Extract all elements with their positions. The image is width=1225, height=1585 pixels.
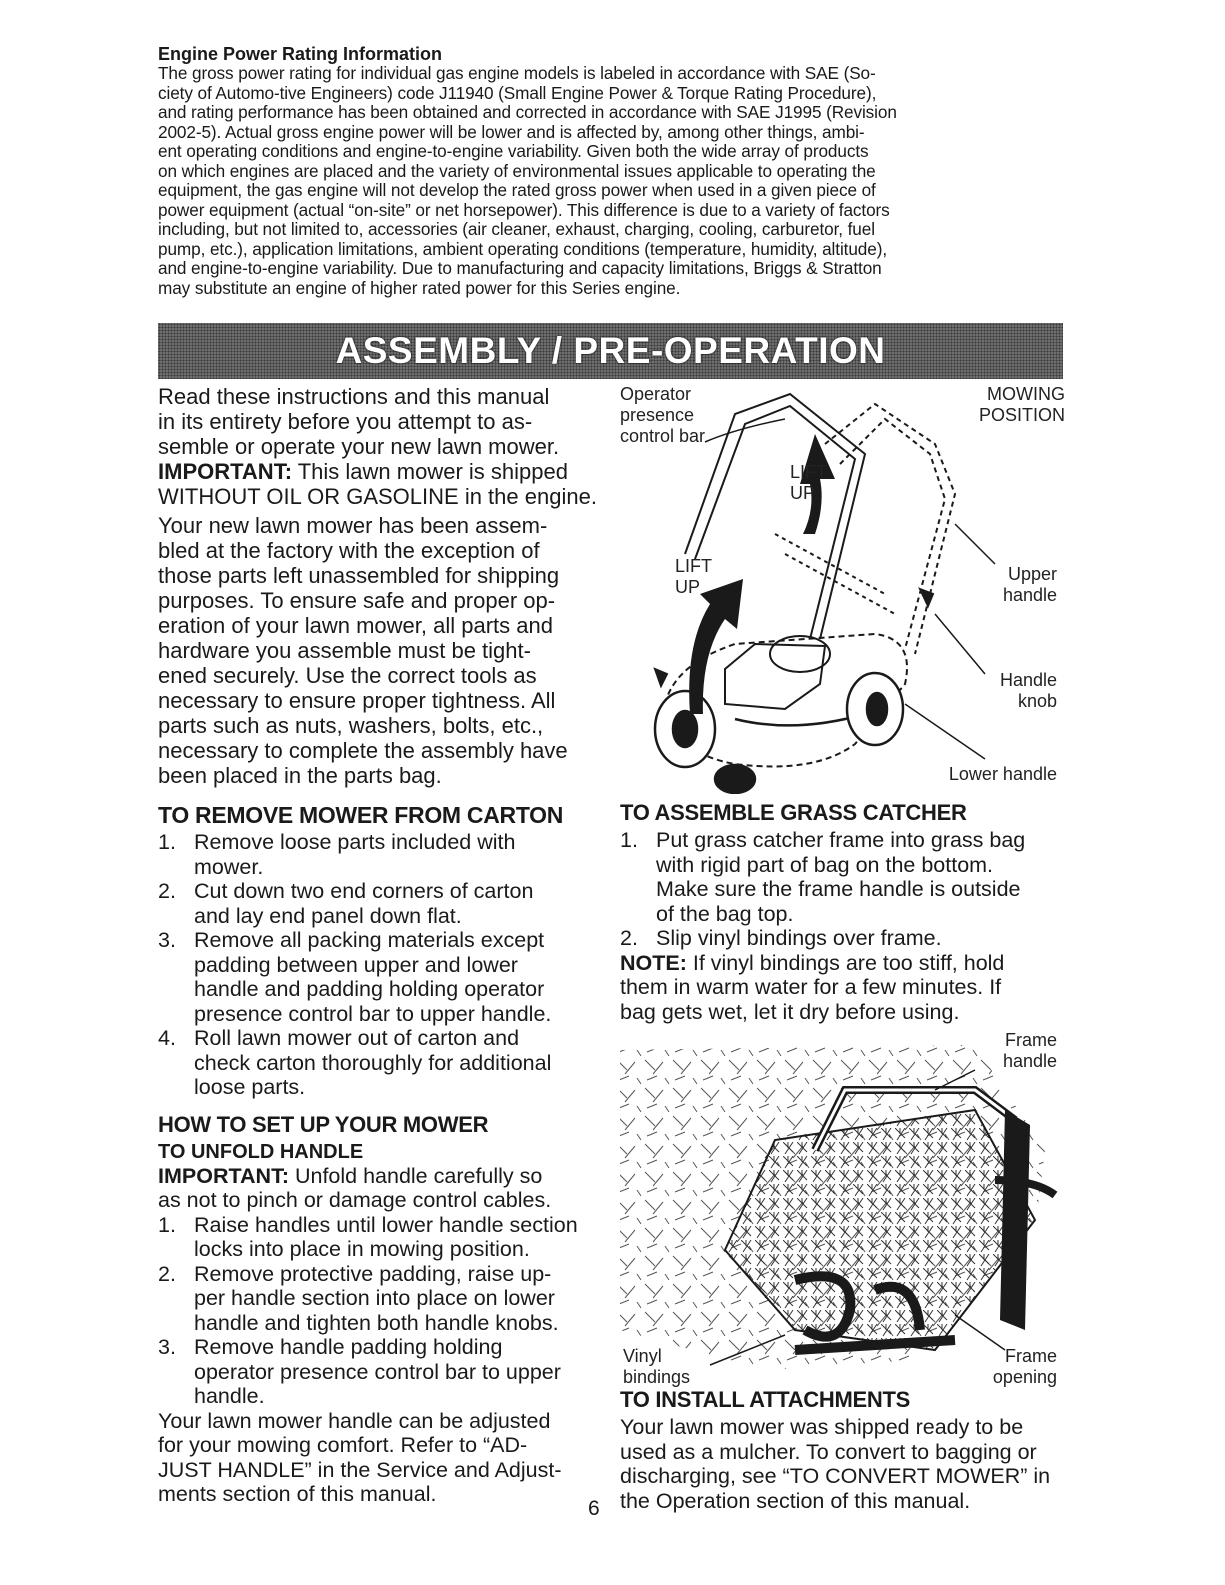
- engine-line: on which engines are placed and the variety of environmental issues applicable to operating the: [158, 160, 876, 181]
- attachments-line: Your lawn mower was shipped ready to be: [620, 1415, 1024, 1439]
- unfold-important-line: as not to pinch or damage control cables.: [158, 1188, 552, 1212]
- operator-bar-label: Operator presence control bar: [620, 384, 706, 446]
- step-item: [158, 830, 598, 879]
- engine-line: and rating performance has been obtained and corrected in accordance with SAE J1995 (Revision: [158, 102, 897, 122]
- intro-line: necessary to ensure proper tightness. All: [158, 688, 556, 713]
- lift-up-label-left: LIFT UP: [675, 556, 713, 597]
- intro-line: ened securely. Use the correct tools as: [158, 663, 537, 688]
- step-text: mower.: [194, 854, 264, 879]
- step-text: Remove protective padding, raise up-: [194, 1261, 552, 1286]
- step-item: [620, 828, 1060, 926]
- step-text: Put grass catcher frame into grass bag: [656, 828, 1026, 852]
- intro-line: in its entirety before you attempt to as-: [158, 409, 533, 434]
- step-item: [158, 928, 598, 1026]
- step-number: 1.: [158, 1212, 176, 1237]
- important-label: IMPORTANT:: [158, 1163, 289, 1188]
- intro-line: Your new lawn mower has been assem-: [158, 513, 548, 538]
- engine-power-title: Engine Power Rating Information: [158, 44, 443, 64]
- step-text: Raise handles until lower handle section: [194, 1212, 578, 1237]
- attachments-heading: TO INSTALL ATTACHMENTS: [620, 1387, 910, 1412]
- adjust-line: for your mowing comfort. Refer to “AD-: [158, 1433, 528, 1457]
- step-text: with rigid part of bag on the bottom.: [656, 852, 994, 877]
- handle-knob-label: Handle knob: [999, 670, 1057, 711]
- engine-line: equipment, the gas engine will not develop the rated gross power when used in a given piece of: [158, 180, 876, 200]
- step-item: [620, 926, 1060, 951]
- step-number: 3.: [158, 1335, 176, 1359]
- adjust-line: Your lawn mower handle can be adjusted: [158, 1408, 551, 1433]
- step-text: Remove all packing materials except: [194, 928, 545, 952]
- important-text: Unfold handle carefully so: [288, 1163, 543, 1188]
- attachments-section: [620, 1387, 1060, 1513]
- note-line: bag gets wet, let it dry before using.: [620, 999, 960, 1024]
- engine-power-section: [158, 44, 1058, 298]
- important-notice: [158, 459, 598, 484]
- attachments-line: discharging, see “TO CONVERT MOWER” in: [620, 1464, 1051, 1488]
- remove-heading: TO REMOVE MOWER FROM CARTON: [158, 802, 564, 828]
- grass-catcher-illustration: [615, 1030, 1065, 1390]
- intro-line: necessary to complete the assembly have: [158, 738, 568, 763]
- setup-heading: HOW TO SET UP YOUR MOWER: [158, 1111, 489, 1137]
- engine-line: pump, etc.), application limitations, ambient operating conditions (temperature, humidity, altitude),: [158, 238, 888, 259]
- intro-line: bled at the factory with the exception of: [158, 538, 540, 563]
- step-text: presence control bar to upper handle.: [194, 1001, 552, 1026]
- frame-handle-label: Frame handle: [1002, 1030, 1057, 1071]
- step-text: Remove loose parts included with: [194, 830, 516, 854]
- step-text: operator presence control bar to upper: [194, 1359, 561, 1384]
- attachments-line: the Operation section of this manual.: [620, 1488, 971, 1513]
- engine-line: ent operating conditions and engine-to-engine variability. Given both the wide array of products: [158, 141, 869, 161]
- engine-line: 2002-5). Actual gross engine power will be lower and is affected by, among other things, ambi-: [158, 121, 865, 142]
- frame-opening-label: Frame opening: [992, 1346, 1057, 1387]
- adjust-line: JUST HANDLE” in the Service and Adjust-: [158, 1457, 562, 1482]
- note-label: NOTE:: [620, 950, 687, 975]
- lower-handle-label: Lower handle: [948, 764, 1057, 784]
- step-number: 4.: [158, 1026, 176, 1050]
- step-text: Slip vinyl bindings over frame.: [656, 926, 942, 950]
- step-text: padding between upper and lower: [194, 952, 518, 977]
- step-number: 2.: [158, 1261, 176, 1286]
- unfold-important: [158, 1164, 598, 1189]
- step-item: [158, 879, 598, 928]
- step-text: Cut down two end corners of carton: [194, 879, 534, 903]
- intro-line: purposes. To ensure safe and proper op-: [158, 588, 556, 613]
- grass-catcher-heading: TO ASSEMBLE GRASS CATCHER: [620, 800, 967, 825]
- step-text: per handle section into place on lower: [194, 1286, 555, 1310]
- step-item: [158, 1026, 598, 1100]
- important-label: IMPORTANT:: [158, 459, 293, 484]
- banner-title: ASSEMBLY / PRE-OPERATION: [335, 330, 886, 371]
- step-text: and lay end panel down flat.: [194, 903, 462, 928]
- engine-line: may substitute an engine of higher rated power for this Series engine.: [158, 277, 681, 298]
- mower-handle-figure: [615, 384, 1065, 794]
- intro-assembly-block: [158, 513, 598, 788]
- mowing-position-label: MOWING POSITION: [978, 384, 1065, 425]
- step-text: locks into place in mowing position.: [194, 1237, 530, 1261]
- step-text: loose parts.: [194, 1075, 306, 1099]
- section-banner: [158, 323, 1063, 379]
- engine-line: The gross power rating for individual gas engine models is labeled in accordance with SAE (So-: [158, 63, 876, 83]
- upper-handle-label: Upper handle: [1002, 564, 1057, 605]
- step-text: of the bag top.: [656, 901, 794, 926]
- important-line: WITHOUT OIL OR GASOLINE in the engine.: [158, 484, 597, 509]
- intro-line: hardware you assemble must be tight-: [158, 638, 531, 663]
- adjust-line: ments section of this manual.: [158, 1482, 437, 1506]
- step-number: 1.: [620, 828, 638, 852]
- step-number: 3.: [158, 928, 176, 952]
- intro-line: those parts left unassembled for shipping: [158, 563, 560, 588]
- intro-line: been placed in the parts bag.: [158, 763, 442, 788]
- important-text: This lawn mower is shipped: [292, 459, 568, 484]
- step-text: Remove handle padding holding: [194, 1335, 503, 1359]
- page-number: 6: [588, 1497, 600, 1520]
- unfold-steps: [158, 1213, 598, 1409]
- step-item: [158, 1262, 598, 1336]
- intro-line: eration of your lawn mower, all parts and: [158, 613, 553, 638]
- intro-line: semble or operate your new lawn mower.: [158, 434, 560, 459]
- intro-line: parts such as nuts, washers, bolts, etc.,: [158, 713, 544, 738]
- step-text: handle and tighten both handle knobs.: [194, 1310, 559, 1335]
- engine-line: including, but not limited to, accessories (air cleaner, exhaust, charging, cooling, carburetor, fuel: [158, 219, 875, 239]
- lift-up-label-top: LIFT UP: [790, 462, 828, 503]
- step-number: 2.: [620, 926, 638, 950]
- step-text: check carton thoroughly for additional: [194, 1050, 552, 1075]
- step-number: 1.: [158, 830, 176, 854]
- note-line: them in warm water for a few minutes. If: [620, 975, 1002, 999]
- step-text: handle.: [194, 1384, 265, 1408]
- note: [620, 951, 1060, 976]
- left-column: [158, 384, 598, 1507]
- step-item: [158, 1335, 598, 1409]
- grass-steps: [620, 828, 1060, 951]
- note-text: If vinyl bindings are too stiff, hold: [686, 950, 1005, 975]
- right-column: [620, 800, 1060, 1024]
- vinyl-bindings-label: Vinyl bindings: [623, 1346, 691, 1387]
- engine-line: and engine-to-engine variability. Due to manufacturing and capacity limitations, Briggs & Stratton: [158, 258, 882, 278]
- step-text: Make sure the frame handle is outside: [656, 877, 1021, 901]
- grass-catcher-figure: [615, 1030, 1065, 1390]
- engine-line: power equipment (actual “on-site” or net horsepower). This difference is due to a variety of factors: [158, 199, 890, 220]
- unfold-heading: TO UNFOLD HANDLE: [158, 1140, 364, 1163]
- remove-steps: [158, 830, 598, 1100]
- attachments-line: used as a mulcher. To convert to bagging or: [620, 1439, 1037, 1464]
- step-text: handle and padding holding operator: [194, 977, 545, 1001]
- intro-line: Read these instructions and this manual: [158, 384, 550, 409]
- intro-block: [158, 384, 598, 509]
- step-number: 2.: [158, 879, 176, 903]
- step-text: Roll lawn mower out of carton and: [194, 1026, 520, 1050]
- engine-line: ciety of Automo-tive Engineers) code J11940 (Small Engine Power & Torque Rating Procedure),: [158, 82, 877, 103]
- step-item: [158, 1213, 598, 1262]
